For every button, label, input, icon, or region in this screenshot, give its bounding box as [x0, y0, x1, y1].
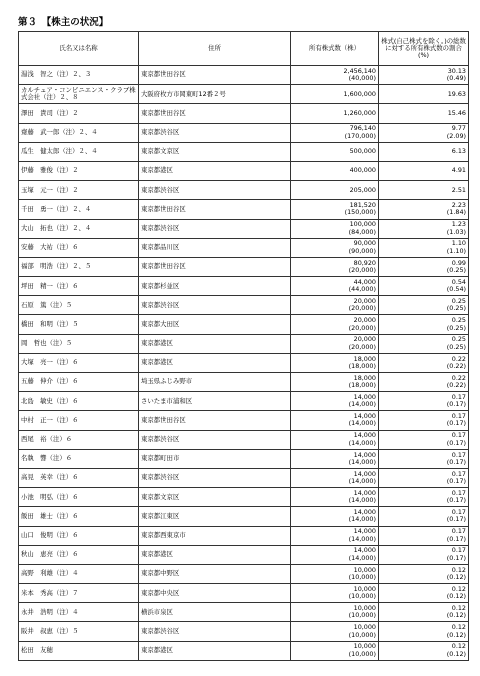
shares-value: 1,260,000 — [343, 108, 376, 117]
ratio-cell — [379, 296, 469, 315]
ratio-cell — [379, 334, 469, 353]
shareholder-address: 東京都町田市 — [139, 449, 291, 468]
shareholder-name: 石原 篤（注）５ — [19, 296, 139, 315]
ratio-subvalue: (0.12) — [446, 572, 466, 581]
shares-subvalue: (84,000) — [348, 227, 376, 236]
ratio-cell — [379, 315, 469, 334]
shares-cell — [291, 373, 379, 392]
table-row — [19, 411, 469, 430]
ratio-cell — [379, 200, 469, 219]
shares-cell — [291, 353, 379, 372]
header-address: 住所 — [139, 32, 291, 66]
shares-cell — [291, 104, 379, 123]
table-row — [19, 373, 469, 392]
shareholder-address: 東京都港区 — [139, 641, 291, 660]
shares-value: 18,000 — [353, 354, 376, 363]
shareholder-address: 東京都世田谷区 — [139, 104, 291, 123]
ratio-value: 0.25 — [451, 297, 466, 306]
shareholder-name: 松田 友穂 — [19, 641, 139, 660]
ratio-value: 0.12 — [451, 623, 466, 632]
shareholder-name: 北島 敏史（注）６ — [19, 392, 139, 411]
ratio-value: 0.99 — [451, 258, 466, 267]
ratio-subvalue: (0.25) — [446, 265, 466, 274]
shares-value: 80,920 — [353, 258, 376, 267]
shareholder-name: 岡 哲也（注）５ — [19, 334, 139, 353]
ratio-subvalue: (0.12) — [446, 630, 466, 639]
table-row — [19, 392, 469, 411]
shares-subvalue: (10,000) — [348, 572, 376, 581]
shares-value: 205,000 — [349, 185, 376, 194]
ratio-cell — [379, 142, 469, 161]
shares-value: 10,000 — [353, 604, 376, 613]
shares-value: 14,000 — [353, 546, 376, 555]
shareholder-name: 名執 響（注）６ — [19, 449, 139, 468]
shareholder-address: 東京都渋谷区 — [139, 181, 291, 200]
ratio-subvalue: (0.17) — [446, 515, 466, 524]
table-row — [19, 315, 469, 334]
ratio-cell — [379, 392, 469, 411]
shareholder-address: 東京都渋谷区 — [139, 622, 291, 641]
shareholder-name: 千田 勇一（注）２、４ — [19, 200, 139, 219]
ratio-value: 0.54 — [451, 277, 466, 286]
shareholder-name: 中村 正一（注）６ — [19, 411, 139, 430]
table-row — [19, 449, 469, 468]
ratio-cell — [379, 66, 469, 85]
shares-value: 14,000 — [353, 508, 376, 517]
shareholder-name: 瓜生 健太郎（注）２、４ — [19, 142, 139, 161]
ratio-value: 9.77 — [451, 124, 466, 133]
shares-subvalue: (14,000) — [348, 515, 376, 524]
shareholder-address: 東京都港区 — [139, 353, 291, 372]
shareholder-address: 東京都港区 — [139, 161, 291, 180]
ratio-value: 4.91 — [451, 166, 466, 175]
ratio-value: 1.23 — [451, 220, 466, 229]
table-row — [19, 238, 469, 257]
ratio-value: 15.46 — [447, 108, 466, 117]
shares-cell — [291, 200, 379, 219]
ratio-subvalue: (0.17) — [446, 553, 466, 562]
shares-value: 14,000 — [353, 450, 376, 459]
shareholder-address: 東京都文京区 — [139, 488, 291, 507]
shareholder-address: 東京都杉並区 — [139, 277, 291, 296]
shareholder-address: 東京都港区 — [139, 334, 291, 353]
shares-cell — [291, 161, 379, 180]
shareholder-table — [18, 31, 469, 661]
table-row — [19, 257, 469, 276]
table-row — [19, 219, 469, 238]
shares-cell — [291, 238, 379, 257]
shareholder-address: 埼玉県ふじみ野市 — [139, 373, 291, 392]
shareholder-name: 高見 英幸（注）６ — [19, 468, 139, 487]
ratio-value: 0.22 — [451, 354, 466, 363]
shareholder-name: 山口 俊明（注）６ — [19, 526, 139, 545]
shares-cell — [291, 66, 379, 85]
shares-subvalue: (20,000) — [348, 265, 376, 274]
shares-cell — [291, 430, 379, 449]
ratio-cell — [379, 219, 469, 238]
ratio-value: 0.17 — [451, 469, 466, 478]
shares-subvalue: (14,000) — [348, 496, 376, 505]
shareholder-address: 東京都渋谷区 — [139, 430, 291, 449]
shares-cell — [291, 85, 379, 104]
shareholder-name: 安藤 大祐（注）６ — [19, 238, 139, 257]
ratio-cell — [379, 85, 469, 104]
shares-value: 400,000 — [349, 166, 376, 175]
shareholder-name: 齋藤 武一郎（注）２、４ — [19, 123, 139, 142]
shareholder-name: 湯浅 智之（注）２、３ — [19, 66, 139, 85]
shares-value: 14,000 — [353, 527, 376, 536]
shares-subvalue: (10,000) — [348, 630, 376, 639]
shareholder-address: 東京都渋谷区 — [139, 296, 291, 315]
shares-cell — [291, 277, 379, 296]
shares-value: 10,000 — [353, 584, 376, 593]
ratio-cell — [379, 603, 469, 622]
ratio-subvalue: (0.17) — [446, 457, 466, 466]
ratio-cell — [379, 161, 469, 180]
ratio-value: 0.22 — [451, 373, 466, 382]
shareholder-address: 東京都大田区 — [139, 315, 291, 334]
ratio-value: 2.23 — [451, 201, 466, 210]
shares-value: 10,000 — [353, 642, 376, 651]
shares-value: 10,000 — [353, 565, 376, 574]
shares-subvalue: (40,000) — [348, 74, 376, 83]
table-row — [19, 104, 469, 123]
table-row — [19, 85, 469, 104]
shares-cell — [291, 392, 379, 411]
shares-cell — [291, 622, 379, 641]
ratio-cell — [379, 526, 469, 545]
shareholder-address: 東京都港区 — [139, 545, 291, 564]
shares-subvalue: (14,000) — [348, 553, 376, 562]
ratio-subvalue: (0.12) — [446, 592, 466, 601]
ratio-subvalue: (0.17) — [446, 438, 466, 447]
ratio-subvalue: (0.54) — [446, 285, 466, 294]
shares-subvalue: (90,000) — [348, 246, 376, 255]
shareholder-name: カルチュア・コンビニエンス・クラブ株式会社（注）２、８ — [19, 85, 139, 104]
shareholder-address: 東京都中野区 — [139, 564, 291, 583]
header-ratio: 株式(自己株式を除く。)の総数に対する所有株式数の割合(%) — [379, 32, 469, 66]
shares-subvalue: (10,000) — [348, 649, 376, 658]
shares-cell — [291, 507, 379, 526]
ratio-cell — [379, 468, 469, 487]
ratio-value: 0.17 — [451, 508, 466, 517]
shareholder-name: 永井 浩明（注）４ — [19, 603, 139, 622]
shares-cell — [291, 257, 379, 276]
shares-value: 90,000 — [353, 239, 376, 248]
ratio-value: 0.25 — [451, 316, 466, 325]
table-row — [19, 526, 469, 545]
shareholder-address: 東京都西東京市 — [139, 526, 291, 545]
shares-value: 1,600,000 — [343, 89, 376, 98]
shares-subvalue: (10,000) — [348, 592, 376, 601]
shareholder-address: 東京都品川区 — [139, 238, 291, 257]
ratio-value: 6.13 — [451, 147, 466, 156]
ratio-value: 0.17 — [451, 431, 466, 440]
shares-value: 20,000 — [353, 316, 376, 325]
table-row — [19, 641, 469, 660]
ratio-subvalue: (0.17) — [446, 419, 466, 428]
shares-cell — [291, 488, 379, 507]
shares-value: 20,000 — [353, 297, 376, 306]
ratio-value: 0.12 — [451, 584, 466, 593]
shares-cell — [291, 545, 379, 564]
shares-subvalue: (14,000) — [348, 457, 376, 466]
ratio-subvalue: (1.84) — [446, 208, 466, 217]
ratio-cell — [379, 123, 469, 142]
table-row — [19, 488, 469, 507]
shares-subvalue: (20,000) — [348, 304, 376, 313]
ratio-cell — [379, 488, 469, 507]
shares-cell — [291, 142, 379, 161]
shares-value: 14,000 — [353, 412, 376, 421]
ratio-value: 0.17 — [451, 450, 466, 459]
ratio-subvalue: (1.03) — [446, 227, 466, 236]
shares-subvalue: (14,000) — [348, 400, 376, 409]
shares-value: 796,140 — [349, 124, 376, 133]
shareholder-name: 澤田 貴司（注）２ — [19, 104, 139, 123]
table-row — [19, 430, 469, 449]
ratio-subvalue: (0.49) — [446, 74, 466, 83]
shareholder-address: 東京都世田谷区 — [139, 66, 291, 85]
table-row — [19, 468, 469, 487]
ratio-subvalue: (0.17) — [446, 400, 466, 409]
table-row — [19, 545, 469, 564]
table-row — [19, 584, 469, 603]
table-row — [19, 564, 469, 583]
shares-value: 18,000 — [353, 373, 376, 382]
table-row — [19, 622, 469, 641]
shares-value: 10,000 — [353, 623, 376, 632]
shares-cell — [291, 334, 379, 353]
ratio-subvalue: (0.17) — [446, 477, 466, 486]
ratio-cell — [379, 104, 469, 123]
shares-cell — [291, 641, 379, 660]
section-title: 第３ 【株主の状況】 — [18, 17, 109, 28]
shareholder-name: 福部 明浩（注）２、５ — [19, 257, 139, 276]
ratio-subvalue: (0.25) — [446, 304, 466, 313]
ratio-subvalue: (0.12) — [446, 611, 466, 620]
shares-value: 14,000 — [353, 469, 376, 478]
shares-value: 100,000 — [349, 220, 376, 229]
shareholder-name: 高野 利雄（注）４ — [19, 564, 139, 583]
table-row — [19, 334, 469, 353]
ratio-value: 0.12 — [451, 604, 466, 613]
shares-cell — [291, 526, 379, 545]
ratio-value: 0.12 — [451, 642, 466, 651]
shares-subvalue: (14,000) — [348, 534, 376, 543]
ratio-subvalue: (1.10) — [446, 246, 466, 255]
table-row — [19, 296, 469, 315]
ratio-cell — [379, 411, 469, 430]
ratio-subvalue: (0.22) — [446, 361, 466, 370]
header-name: 氏名又は名称 — [19, 32, 139, 66]
ratio-subvalue: (0.12) — [446, 649, 466, 658]
shares-value: 14,000 — [353, 392, 376, 401]
table-row — [19, 507, 469, 526]
shares-cell — [291, 123, 379, 142]
shareholder-name: 大塚 亮一（注）６ — [19, 353, 139, 372]
ratio-cell — [379, 181, 469, 200]
shares-cell — [291, 584, 379, 603]
shares-subvalue: (44,000) — [348, 285, 376, 294]
shares-subvalue: (150,000) — [344, 208, 376, 217]
ratio-cell — [379, 353, 469, 372]
shareholder-address: 横浜市泉区 — [139, 603, 291, 622]
ratio-subvalue: (0.25) — [446, 342, 466, 351]
table-row — [19, 603, 469, 622]
ratio-value: 1.10 — [451, 239, 466, 248]
shares-subvalue: (170,000) — [344, 131, 376, 140]
shares-cell — [291, 315, 379, 334]
shareholder-name: 米本 秀高（注）７ — [19, 584, 139, 603]
ratio-cell — [379, 449, 469, 468]
shares-subvalue: (14,000) — [348, 438, 376, 447]
shares-value: 2,456,140 — [343, 66, 376, 75]
shares-value: 14,000 — [353, 488, 376, 497]
header-shares: 所有株式数（株） — [291, 32, 379, 66]
table-row — [19, 123, 469, 142]
ratio-cell — [379, 238, 469, 257]
ratio-cell — [379, 564, 469, 583]
ratio-cell — [379, 257, 469, 276]
table-row — [19, 181, 469, 200]
shareholder-name: 橋田 和明（注）５ — [19, 315, 139, 334]
shares-subvalue: (10,000) — [348, 611, 376, 620]
ratio-value: 0.17 — [451, 392, 466, 401]
shareholder-address: 東京都世田谷区 — [139, 200, 291, 219]
ratio-value: 0.25 — [451, 335, 466, 344]
shares-cell — [291, 181, 379, 200]
ratio-cell — [379, 507, 469, 526]
shareholder-address: 東京都渋谷区 — [139, 468, 291, 487]
ratio-cell — [379, 622, 469, 641]
shareholder-address: 東京都世田谷区 — [139, 411, 291, 430]
shareholder-name: 飯田 雄士（注）６ — [19, 507, 139, 526]
ratio-cell — [379, 277, 469, 296]
ratio-value: 0.17 — [451, 546, 466, 555]
table-row — [19, 66, 469, 85]
shareholder-address: さいたま市浦和区 — [139, 392, 291, 411]
shareholder-name: 小池 明弘（注）６ — [19, 488, 139, 507]
ratio-cell — [379, 373, 469, 392]
ratio-value: 0.17 — [451, 412, 466, 421]
shares-subvalue: (18,000) — [348, 381, 376, 390]
shares-cell — [291, 468, 379, 487]
ratio-subvalue: (0.17) — [446, 534, 466, 543]
shares-cell — [291, 449, 379, 468]
ratio-value: 2.51 — [451, 185, 466, 194]
shareholder-address: 東京都江東区 — [139, 507, 291, 526]
ratio-value: 0.17 — [451, 527, 466, 536]
shares-subvalue: (14,000) — [348, 477, 376, 486]
shares-subvalue: (14,000) — [348, 419, 376, 428]
ratio-value: 30.13 — [447, 66, 466, 75]
shares-value: 20,000 — [353, 335, 376, 344]
table-row — [19, 161, 469, 180]
shareholder-name: 玉塚 元一（注）２ — [19, 181, 139, 200]
shares-cell — [291, 564, 379, 583]
shares-value: 500,000 — [349, 147, 376, 156]
shareholder-address: 東京都文京区 — [139, 142, 291, 161]
ratio-subvalue: (2.09) — [446, 131, 466, 140]
ratio-cell — [379, 641, 469, 660]
shares-subvalue: (20,000) — [348, 323, 376, 332]
shareholder-name: 伊藤 雅俊（注）２ — [19, 161, 139, 180]
ratio-value: 19.63 — [447, 89, 466, 98]
shareholder-address: 東京都渋谷区 — [139, 123, 291, 142]
table-body — [19, 66, 469, 661]
shareholder-name: 大山 拓也（注）２、４ — [19, 219, 139, 238]
shares-value: 44,000 — [353, 277, 376, 286]
ratio-cell — [379, 545, 469, 564]
shareholder-address: 東京都渋谷区 — [139, 219, 291, 238]
shareholder-name: 西尾 裕（注）６ — [19, 430, 139, 449]
shareholder-name: 阪井 叔恵（注）５ — [19, 622, 139, 641]
shareholder-name: 秋山 恵亮（注）６ — [19, 545, 139, 564]
table-row — [19, 277, 469, 296]
ratio-value: 0.17 — [451, 488, 466, 497]
ratio-subvalue: (0.25) — [446, 323, 466, 332]
ratio-value: 0.12 — [451, 565, 466, 574]
ratio-subvalue: (0.22) — [446, 381, 466, 390]
ratio-cell — [379, 584, 469, 603]
shareholder-name: 坪田 精一（注）６ — [19, 277, 139, 296]
table-row — [19, 200, 469, 219]
shares-cell — [291, 219, 379, 238]
table-row — [19, 353, 469, 372]
ratio-cell — [379, 430, 469, 449]
shares-value: 181,520 — [349, 201, 376, 210]
shares-cell — [291, 603, 379, 622]
shareholder-name: 五藤 伸介（注）６ — [19, 373, 139, 392]
shares-cell — [291, 411, 379, 430]
shareholder-address: 東京都世田谷区 — [139, 257, 291, 276]
table-row — [19, 142, 469, 161]
shares-subvalue: (20,000) — [348, 342, 376, 351]
shares-value: 14,000 — [353, 431, 376, 440]
shareholder-address: 大阪府枚方市岡東町12番２号 — [139, 85, 291, 104]
shares-subvalue: (18,000) — [348, 361, 376, 370]
ratio-subvalue: (0.17) — [446, 496, 466, 505]
shares-cell — [291, 296, 379, 315]
shareholder-address: 東京都中央区 — [139, 584, 291, 603]
table-header-row — [19, 32, 469, 66]
